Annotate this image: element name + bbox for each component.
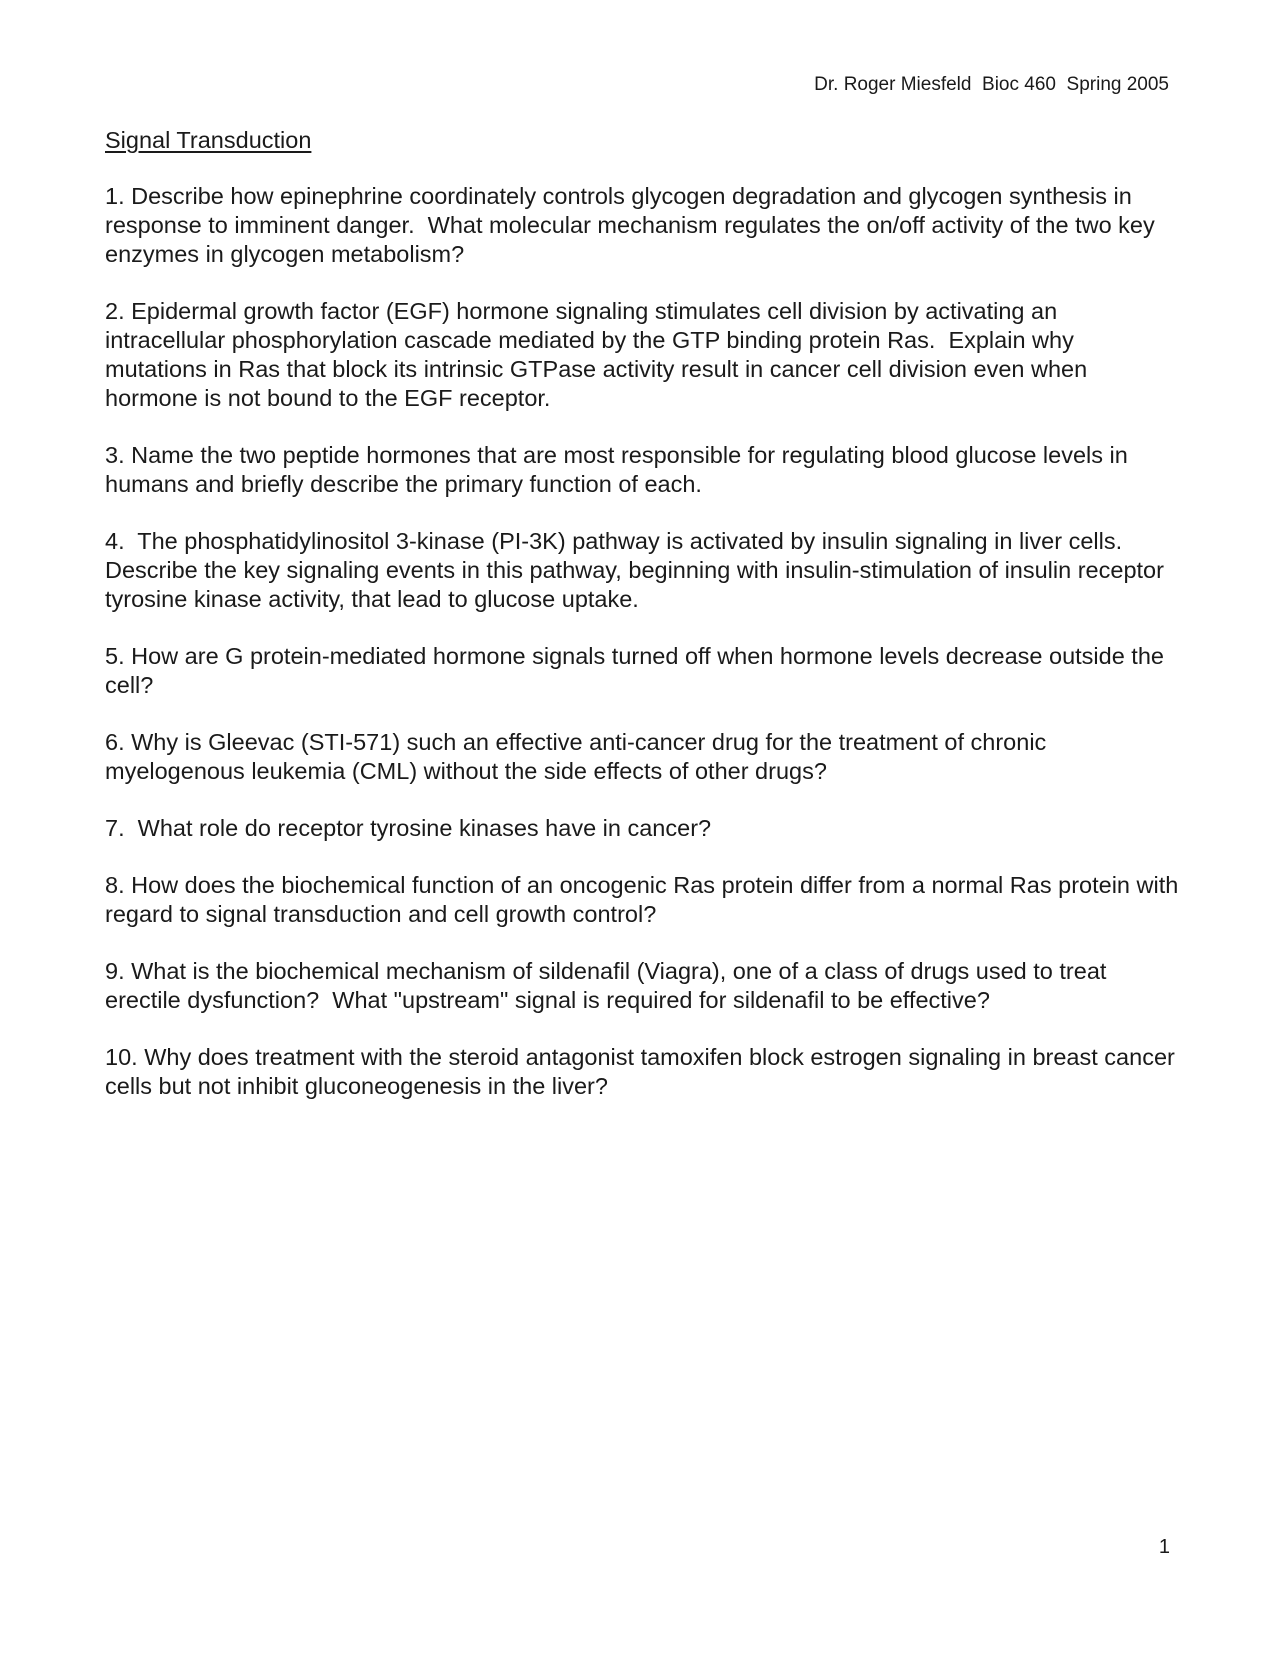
question-8: 8. How does the biochemical function of an oncogenic Ras protein differ from a normal Ras protein with regard to signal transduction and cell growth control? <box>105 872 1185 927</box>
question-4: 4. The phosphatidylinositol 3-kinase (PI-3K) pathway is activated by insulin signaling in liver cells. Describe the key signaling events in this pathway, beginning with insulin-stimulation of insulin receptor tyrosine kinase activity, that lead to glucose uptake. <box>105 528 1171 612</box>
page-number: 1 <box>1158 1536 1170 1558</box>
question-6: 6. Why is Gleevac (STI-571) such an effective anti-cancer drug for the treatment of chronic myelogenous leukemia (CML) without the side effects of other drugs? <box>105 729 1053 784</box>
question-9: 9. What is the biochemical mechanism of sildenafil (Viagra), one of a class of drugs used to treat erectile dysfunction? What "upstream" signal is required for sildenafil to be effective? <box>105 958 1113 1013</box>
question-2: 2. Epidermal growth factor (EGF) hormone signaling stimulates cell division by activating an intracellular phosphorylation cascade mediated by the GTP binding protein Ras. Explain why mutations in Ras that block its intrinsic GTPase activity result in cancer cell division even when hormone is not bound to the EGF receptor. <box>105 298 1094 411</box>
question-5: 5. How are G protein-mediated hormone signals turned off when hormone levels decrease outside the cell? <box>105 643 1171 698</box>
question-7: 7. What role do receptor tyrosine kinases have in cancer? <box>105 815 712 841</box>
document-body <box>105 126 1185 1129</box>
question-10: 10. Why does treatment with the steroid antagonist tamoxifen block estrogen signaling in breast cancer cells but not inhibit gluconeogenesis in the liver? <box>105 1044 1182 1099</box>
page-header: Dr. Roger Miesfeld Bioc 460 Spring 2005 <box>814 74 1169 95</box>
question-list <box>105 182 1185 1101</box>
question-3: 3. Name the two peptide hormones that are most responsible for regulating blood glucose levels in humans and briefly describe the primary function of each. <box>105 442 1135 497</box>
question-1: 1. Describe how epinephrine coordinately controls glycogen degradation and glycogen synthesis in response to imminent danger. What molecular mechanism regulates the on/off activity of the two key enzymes in glycogen metabolism? <box>105 183 1162 267</box>
document-title: Signal Transduction <box>105 127 312 153</box>
